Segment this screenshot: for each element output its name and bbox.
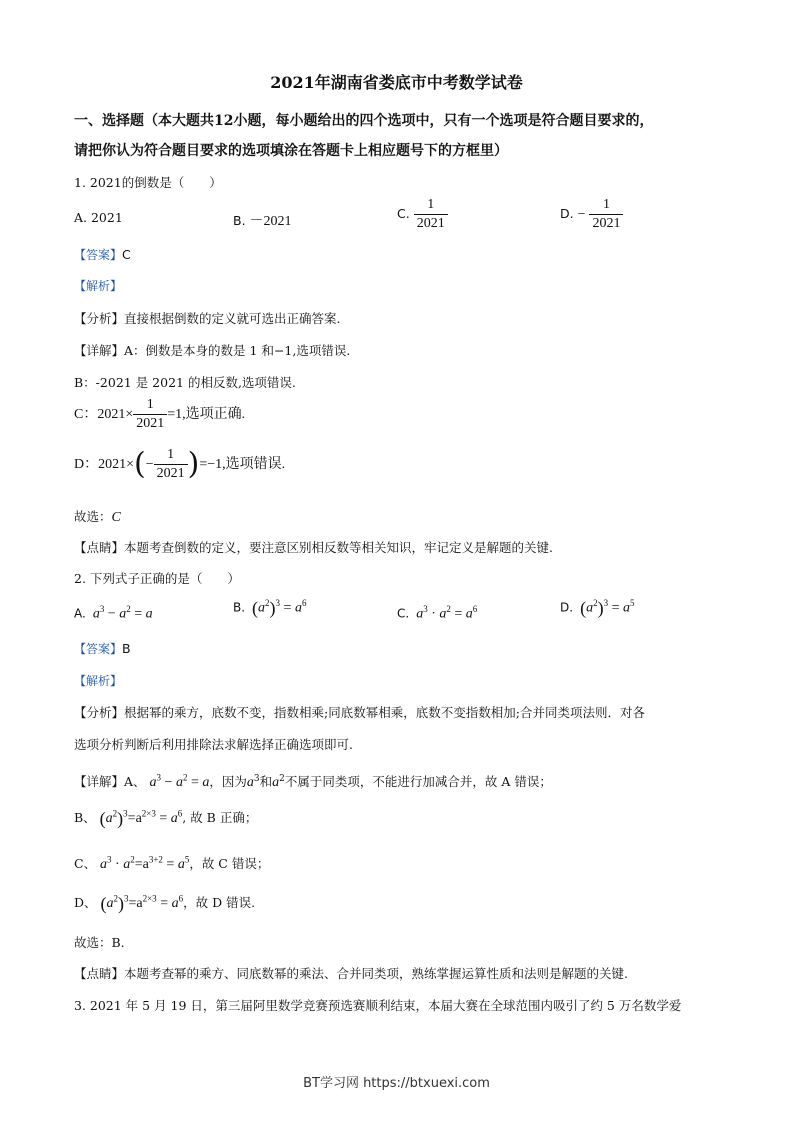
- dianjing-tag: 【点睛】: [74, 966, 125, 981]
- choose-value: C: [111, 510, 121, 525]
- minus-sign: −: [577, 207, 586, 222]
- xiangjie-tag: 【详解】: [74, 774, 125, 789]
- q2-option-d: D. $(a^2)^3 = a^5$: [560, 598, 635, 618]
- q2-detail-a: 【详解】A、 $a^3 - a^2 = a$，因为$a^3$和$a^2$不属于同类项，不能进行加减合并，故 A 错误；: [74, 772, 552, 790]
- q1-detail-b: B：-2021 是 2021 的相反数,选项错误.: [74, 375, 296, 390]
- detail-end: ，故 C 错误；: [189, 856, 270, 871]
- fraction-denominator: 2021: [133, 414, 167, 433]
- answer-tag: 【答案】: [74, 248, 123, 262]
- q1-option-a: A. 2021: [74, 210, 123, 225]
- detail-and: 和: [259, 774, 273, 789]
- q1-detail-a: [74, 341, 350, 359]
- q2-dianjing: [74, 964, 628, 982]
- fraction-denominator: 2021: [154, 464, 188, 483]
- q2-detail-c: C、 $a^3 \cdot a^2=a^{3+2} = a^5$，故 C 错误；: [74, 854, 270, 872]
- fenxi-tag: 【分析】: [74, 311, 125, 326]
- answer-tag: 【答案】: [74, 642, 123, 656]
- detail-text: A：倒数是本身的数是 1 和−1,选项错误.: [124, 343, 351, 358]
- q1-option-c-label: C.: [397, 206, 410, 221]
- dianjing-text: 本题考查倒数的定义，要注意区别相反数等相关知识，牢记定义是解题的关键.: [124, 540, 553, 555]
- fraction-numerator: 1: [427, 197, 435, 212]
- option-label: A.: [74, 606, 86, 621]
- answer-value: C: [122, 247, 131, 262]
- q2-fenxi-line1: [74, 703, 645, 721]
- option-label: B.: [233, 600, 246, 615]
- detail-text: ，因为: [209, 774, 247, 789]
- q1-option-b-label: B.: [233, 213, 246, 228]
- page-title: 2021年湖南省娄底市中考数学试卷: [270, 73, 523, 92]
- minus-sign: −: [145, 457, 154, 472]
- detail-end: 不属于同类项，不能进行加减合并，故 A 错误；: [284, 774, 552, 789]
- q2-fenxi-line2: 选项分析判断后利用排除法求解选择正确选项即可.: [74, 737, 353, 752]
- q2-option-a: A. $a^3 - a^2 = a$: [74, 604, 153, 622]
- section-heading-line1: 一、选择题（本大题共12小题，每小题给出的四个选项中，只有一个选项是符合题目要求的，: [74, 113, 654, 129]
- footer-watermark: BT学习网 https://btxuexi.com: [303, 1076, 490, 1091]
- q2-answer: [74, 640, 131, 657]
- q1-option-b-value: －2021: [249, 214, 292, 229]
- xiangjie-tag: 【详解】: [74, 343, 125, 358]
- q1-answer: [74, 246, 131, 263]
- q2-option-c: C. $a^3 \cdot a^2 = a^6$: [397, 604, 478, 622]
- q2-detail-d: D、 $(a^2)^3=a^{2\times 3} = a^6$，故 D 错误.: [74, 893, 256, 914]
- fraction-numerator: 1: [146, 397, 154, 412]
- fenxi-text: 直接根据倒数的定义就可选出正确答案.: [124, 311, 341, 326]
- detail-end: ，故 D 错误.: [183, 895, 256, 910]
- detail-end: , 故 B 正确；: [182, 810, 258, 825]
- detail-d-post: =−1,选项错误.: [199, 457, 286, 472]
- q1-option-d-label: D.: [560, 206, 574, 221]
- section-heading-line2: 请把你认为符合题目要求的选项填涂在答题卡上相应题号下的方框里）: [74, 143, 508, 159]
- option-label: C.: [397, 606, 410, 621]
- detail-c-fraction: [133, 396, 167, 433]
- q1-dianjing: [74, 538, 553, 556]
- option-label: D.: [560, 600, 574, 615]
- q2-option-b: B. $(a^2)^3 = a^6$: [233, 598, 307, 618]
- fraction-denominator: 2021: [414, 214, 448, 233]
- q2-choose: 故选：B.: [74, 935, 125, 950]
- detail-d-pre: D：2021×: [74, 457, 135, 472]
- q1-fenxi: [74, 309, 341, 327]
- detail-c-pre: C：2021×: [74, 407, 134, 422]
- fenxi-tag: 【分析】: [74, 705, 125, 720]
- q1-option-b: [233, 210, 292, 230]
- q2-stem: 2. 下列式子正确的是（ ）: [74, 571, 240, 586]
- fraction-denominator: 2021: [589, 214, 623, 233]
- choose-label: 故选：: [74, 509, 112, 524]
- q2-detail-b: B、 $(a^2)^3=a^{2\times 3} = a^6$, 故 B 正确；: [74, 808, 258, 829]
- fraction-numerator: 1: [602, 197, 610, 212]
- q1-detail-c: [74, 396, 245, 433]
- q1-choose: [74, 507, 121, 526]
- fenxi-text: 根据幂的乘方，底数不变，指数相乘;同底数幂相乘，底数不变指数相加;合并同类项法则．对各: [124, 705, 645, 720]
- dianjing-tag: 【点睛】: [74, 540, 125, 555]
- detail-d-fraction: [154, 446, 188, 483]
- q1-detail-d: [74, 446, 285, 483]
- q1-option-d-fraction: [589, 196, 623, 233]
- q1-option-c-fraction: [414, 196, 448, 233]
- dianjing-text: 本题考查幂的乘方、同底数幂的乘法、合并同类项，熟练掌握运算性质和法则是解题的关键.: [124, 966, 628, 981]
- fraction-numerator: 1: [167, 447, 175, 462]
- q1-option-d: [560, 196, 623, 233]
- q3-stem: 3. 2021 年 5 月 19 日，第三届阿里数学竞赛预选赛顺利结束，本届大赛在全球范围内吸引了约 5 万名数学爱: [74, 998, 682, 1013]
- q2-analysis-tag: 【解析】: [74, 674, 123, 688]
- q1-analysis-tag: 【解析】: [74, 279, 123, 293]
- right-paren: ): [187, 446, 200, 482]
- q1-stem: 1. 2021的倒数是（ ）: [74, 175, 222, 190]
- answer-value: B: [122, 641, 131, 656]
- left-paren: (: [134, 446, 146, 482]
- q1-option-c: [397, 196, 448, 233]
- detail-c-post: =1,选项正确.: [167, 407, 246, 422]
